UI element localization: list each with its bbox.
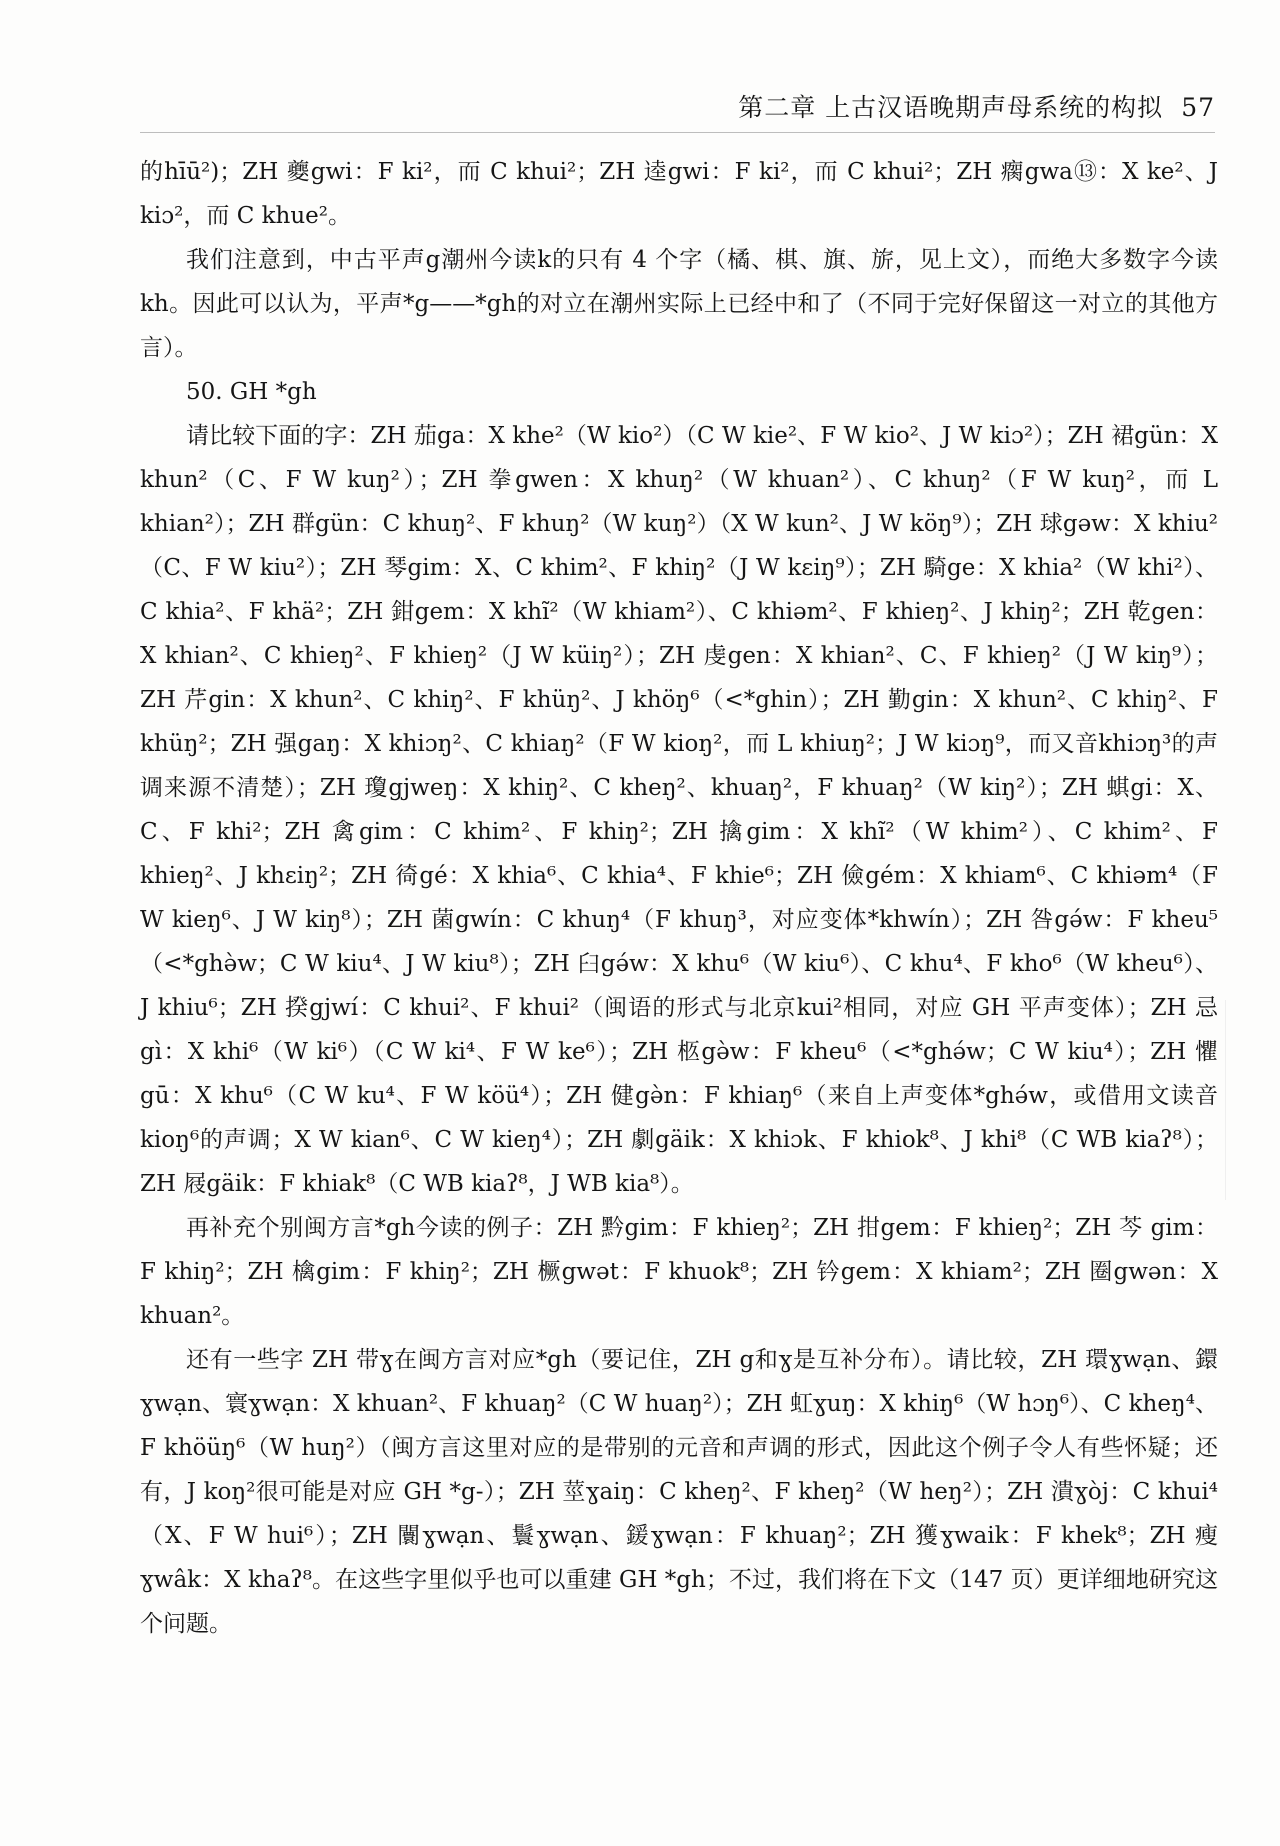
paragraph-gamma-correspondence: 还有一些字 ZH 带ɣ在闽方言对应*gh（要记住，ZH g和ɣ是互补分布）。请比较，ZH 環ɣwạn、鐶ɣwạn、寰ɣwạn：X khuan²、F khuaŋ²（C W huaŋ²）；ZH 虹ɣuŋ：X khiŋ⁶（W hɔŋ⁶）、C kheŋ⁴、F khöüŋ⁶（W huŋ²）（闽方言这里对应的是带别的元音和声调的形式，因此这个例子令人有些怀疑；还有，J koŋ²很可能是对应 GH *g-）；ZH 莖ɣaiŋ：C kheŋ²、F kheŋ²（W heŋ²）；ZH 潰ɣòj：C khui⁴（X、F W hui⁶）；ZH 闤ɣwạn、鬟ɣwạn、鍰ɣwạn：F khuaŋ²；ZH 獲ɣwaik：F khek⁸；ZH 瘦ɣwâk：X khaʔ⁸。在这些字里似乎也可以重建 GH *gh；不过，我们将在下文（147 页）更详细地研究这个问题。 <box>140 1347 1218 1637</box>
paragraph-gh-comparison: 请比较下面的字：ZH 茄ga：X khe²（W kio²）（C W kie²、F W kio²、J W kiɔ²）；ZH 裙gün：X khun²（C、F W kuŋ²）；ZH 拳gwen：X khuŋ²（W khuan²）、C khuŋ²（F W kuŋ²，而 L khian²）；ZH 群gün：C khuŋ²、F khuŋ²（W kuŋ²）（X W kun²、J W köŋ⁹）；ZH 球gəw：X khiu²（C、F W kiu²）；ZH 琴gim：X、C khim²、F khiŋ²（J W kɛiŋ⁹）；ZH 騎ge：X khia²（W khi²）、C khia²、F khä²；ZH 鉗gem：X khĩ²（W khiam²）、C khiəm²、F khieŋ²、J khiŋ²；ZH 乾gen：X khian²、C khieŋ²、F khieŋ²（J W küiŋ²）；ZH 虔gen：X khian²、C、F khieŋ²（J W kiŋ⁹）；ZH 芹gin：X khun²、C khiŋ²、F khüŋ²、J khöŋ⁶（<*ghin）；ZH 勤gin：X khun²、C khiŋ²、F khüŋ²；ZH 强gaŋ：X khiɔŋ²、C khiaŋ²（F W kioŋ²，而 L khiuŋ²；J W kiɔŋ⁹，而又音khiɔŋ³的声调来源不清楚）；ZH 瓊gjweŋ：X khiŋ²、C kheŋ²、khuaŋ²，F khuaŋ²（W kiŋ²）；ZH 蜞gi：X、C、F khi²；ZH 禽gim：C khim²、F khiŋ²；ZH 擒gim：X khĩ²（W khim²）、C khim²、F khieŋ²、J khɛiŋ²；ZH 徛gé：X khia⁶、C khia⁴、F khie⁶；ZH 儉gém：X khiam⁶、C khiəm⁴（F W kieŋ⁶、J W kiŋ⁸）；ZH 菌gwín：C khuŋ⁴（F khuŋ³，对应变体*khwín）；ZH 咎gə́w：F kheu⁵（<*ghə̀w；C W kiu⁴、J W kiu⁸）；ZH 臼gə́w：X khu⁶（W kiu⁶）、C khu⁴、F kho⁶（W kheu⁶）、J khiu⁶；ZH 揆gjwí：C khui²、F khui²（闽语的形式与北京kui²相同，对应 GH 平声变体）；ZH 忌gì：X khi⁶（W ki⁶）（C W ki⁴、F W ke⁶）；ZH 柩gə̀w：F kheu⁶（<*ghə́w；C W kiu⁴）；ZH 懼gū：X khu⁶（C W ku⁴、F W köü⁴）；ZH 健gə̀n：F khiaŋ⁶（来自上声变体*ghə́w，或借用文读音kioŋ⁶的声调；X W kian⁶、C W kieŋ⁴）；ZH 劇gäik：X khiɔk、F khiok⁸、J khi⁸（C WB kiaʔ⁸）；ZH 屐gäik：F khiak⁸（C WB kiaʔ⁸，J WB kia⁸）。 <box>140 423 1218 1197</box>
page-number: 57 <box>1181 93 1215 122</box>
paragraph-gh-supplement: 再补充个别闽方言*gh今读的例子：ZH 黔gim：F khieŋ²；ZH 拑gem：F khieŋ²；ZH 芩 gim：F khiŋ²；ZH 檎gim：F khiŋ²；ZH 橛gwət：F khuok⁸；ZH 钤gem：X khiam²；ZH 圈gwən：X khuan²。 <box>140 1215 1218 1329</box>
paragraph-chaozhou-note: 我们注意到，中古平声g潮州今读k的只有 4 个字（橘、棋、旗、旂，见上文），而绝大多数字今读kh。因此可以认为，平声*g——*gh的对立在潮州实际上已经中和了（不同于完好保留这一对立的其他方言）。 <box>140 247 1218 361</box>
chapter-title: 第二章 上古汉语晚期声母系统的构拟 <box>738 93 1164 122</box>
section-heading-gh: 50. GH *gh <box>186 379 317 405</box>
scan-edge-shadow <box>1225 1000 1226 1200</box>
running-header <box>140 88 1215 124</box>
paragraph-continued: 的hīū²)；ZH 夔gwi：F ki²，而 C khui²；ZH 逵gwi：F ki²，而 C khui²；ZH 瘸gwa⑬：X ke²、J kiɔ²，而 C khue²。 <box>140 159 1218 229</box>
body-text <box>140 150 1218 1646</box>
header-rule <box>140 132 1215 133</box>
